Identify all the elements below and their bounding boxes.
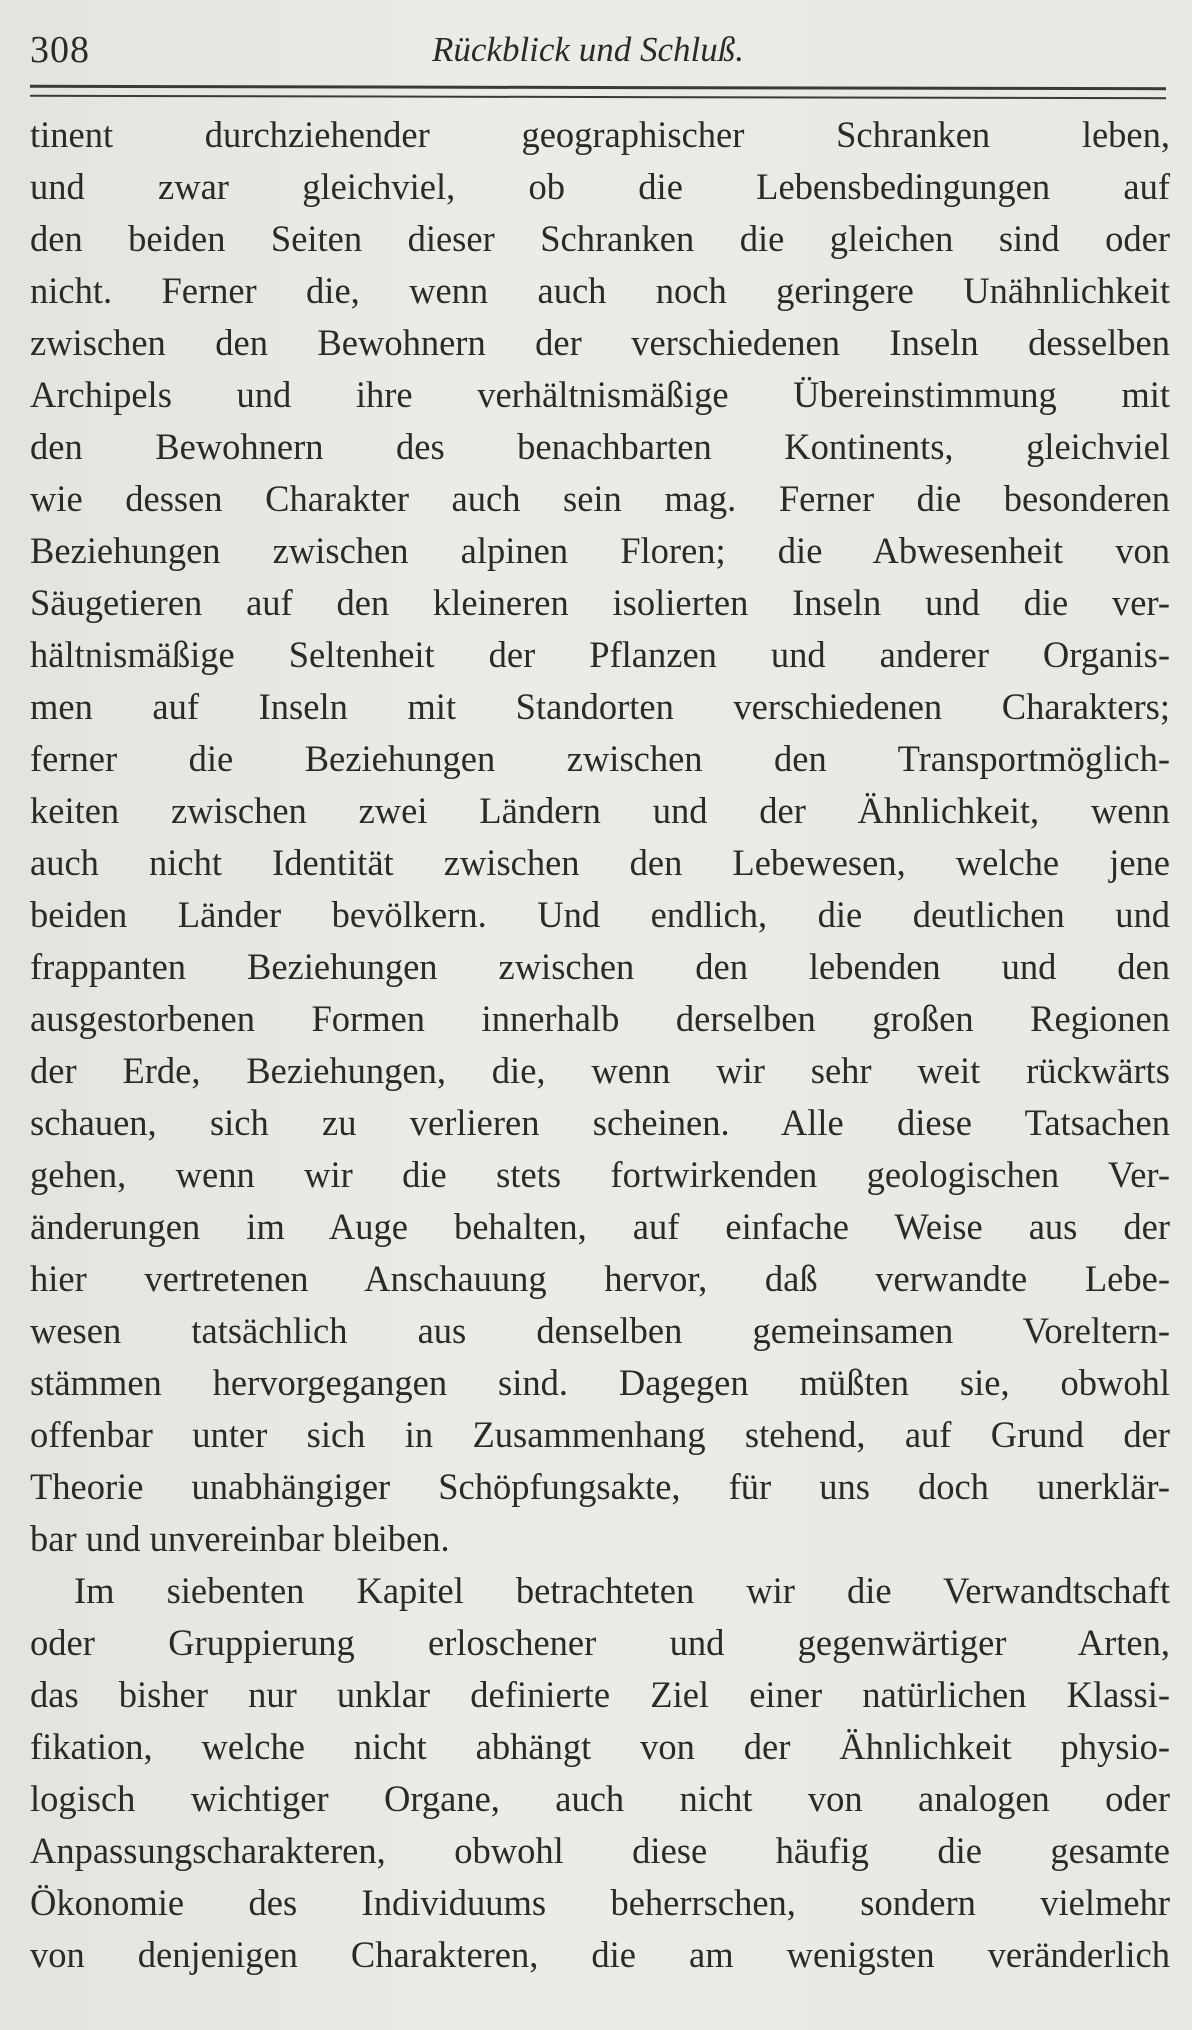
text-line: stämmen hervorgegangen sind. Dagegen müßten sie, obwohl [30,1362,1170,1403]
text-line: logisch wichtiger Organe, auch nicht von analogen oder [30,1778,1170,1819]
text-line: zwischen den Bewohnern der verschiedenen Inseln desselben [30,322,1170,363]
text-line: hältnismäßige Seltenheit der Pflanzen und anderer Organis- [30,634,1170,675]
text-line-paragraph-start: Im siebenten Kapitel betrachteten wir die Verwandtschaft [74,1570,1170,1611]
text-line: schauen, sich zu verlieren scheinen. Alle diese Tatsachen [30,1102,1170,1143]
text-line: fikation, welche nicht abhängt von der Ähnlichkeit physio- [30,1726,1170,1767]
text-line: oder Gruppierung erloschener und gegenwärtiger Arten, [30,1622,1170,1663]
text-line: den Bewohnern des benachbarten Kontinents, gleichviel [30,426,1170,467]
header-rule-top [30,85,1166,90]
text-line-paragraph-end: bar und unvereinbar bleiben. [30,1518,450,1559]
text-line: Anpassungscharakteren, obwohl diese häufig die gesamte [30,1830,1170,1871]
text-line: ferner die Beziehungen zwischen den Transportmöglich- [30,738,1170,779]
text-line: Archipels und ihre verhältnismäßige Übereinstimmung mit [30,374,1170,415]
text-line: Theorie unabhängiger Schöpfungsakte, für uns doch unerklär- [30,1466,1170,1507]
text-line: und zwar gleichviel, ob die Lebensbedingungen auf [30,166,1170,207]
text-line: auch nicht Identität zwischen den Lebewesen, welche jene [30,842,1170,883]
page-header [30,24,1160,80]
text-line: wesen tatsächlich aus denselben gemeinsamen Voreltern- [30,1310,1170,1351]
text-line: wie dessen Charakter auch sein mag. Ferner die besonderen [30,478,1170,519]
text-line: hier vertretenen Anschauung hervor, daß verwandte Lebe- [30,1258,1170,1299]
text-line: Säugetieren auf den kleineren isolierten Inseln und die ver- [30,582,1170,623]
text-line: tinent durchziehender geographischer Schranken leben, [30,114,1170,155]
text-line: den beiden Seiten dieser Schranken die gleichen sind oder [30,218,1170,259]
text-line: keiten zwischen zwei Ländern und der Ähnlichkeit, wenn [30,790,1170,831]
page-number: 308 [30,29,90,71]
text-line: Ökonomie des Individuums beherrschen, sondern vielmehr [30,1882,1170,1923]
text-line: Beziehungen zwischen alpinen Floren; die Abwesenheit von [30,530,1170,571]
text-line: ausgestorbenen Formen innerhalb derselben großen Regionen [30,998,1170,1039]
text-line: nicht. Ferner die, wenn auch noch geringere Unähnlichkeit [30,270,1170,311]
text-line: gehen, wenn wir die stets fortwirkenden geologischen Ver- [30,1154,1170,1195]
text-line: von denjenigen Charakteren, die am wenigsten veränderlich [30,1934,1170,1975]
text-line: beiden Länder bevölkern. Und endlich, die deutlichen und [30,894,1170,935]
header-rule-bottom [30,95,1166,99]
body-text [30,109,1170,1981]
text-line: offenbar unter sich in Zusammenhang stehend, auf Grund der [30,1414,1170,1455]
text-line: der Erde, Beziehungen, die, wenn wir sehr weit rückwärts [30,1050,1170,1091]
text-line: frappanten Beziehungen zwischen den lebenden und den [30,946,1170,987]
running-title: Rückblick und Schluß. [432,30,744,69]
text-line: men auf Inseln mit Standorten verschiedenen Charakters; [30,686,1170,727]
text-line: das bisher nur unklar definierte Ziel einer natürlichen Klassi- [30,1674,1170,1715]
text-line: änderungen im Auge behalten, auf einfache Weise aus der [30,1206,1170,1247]
